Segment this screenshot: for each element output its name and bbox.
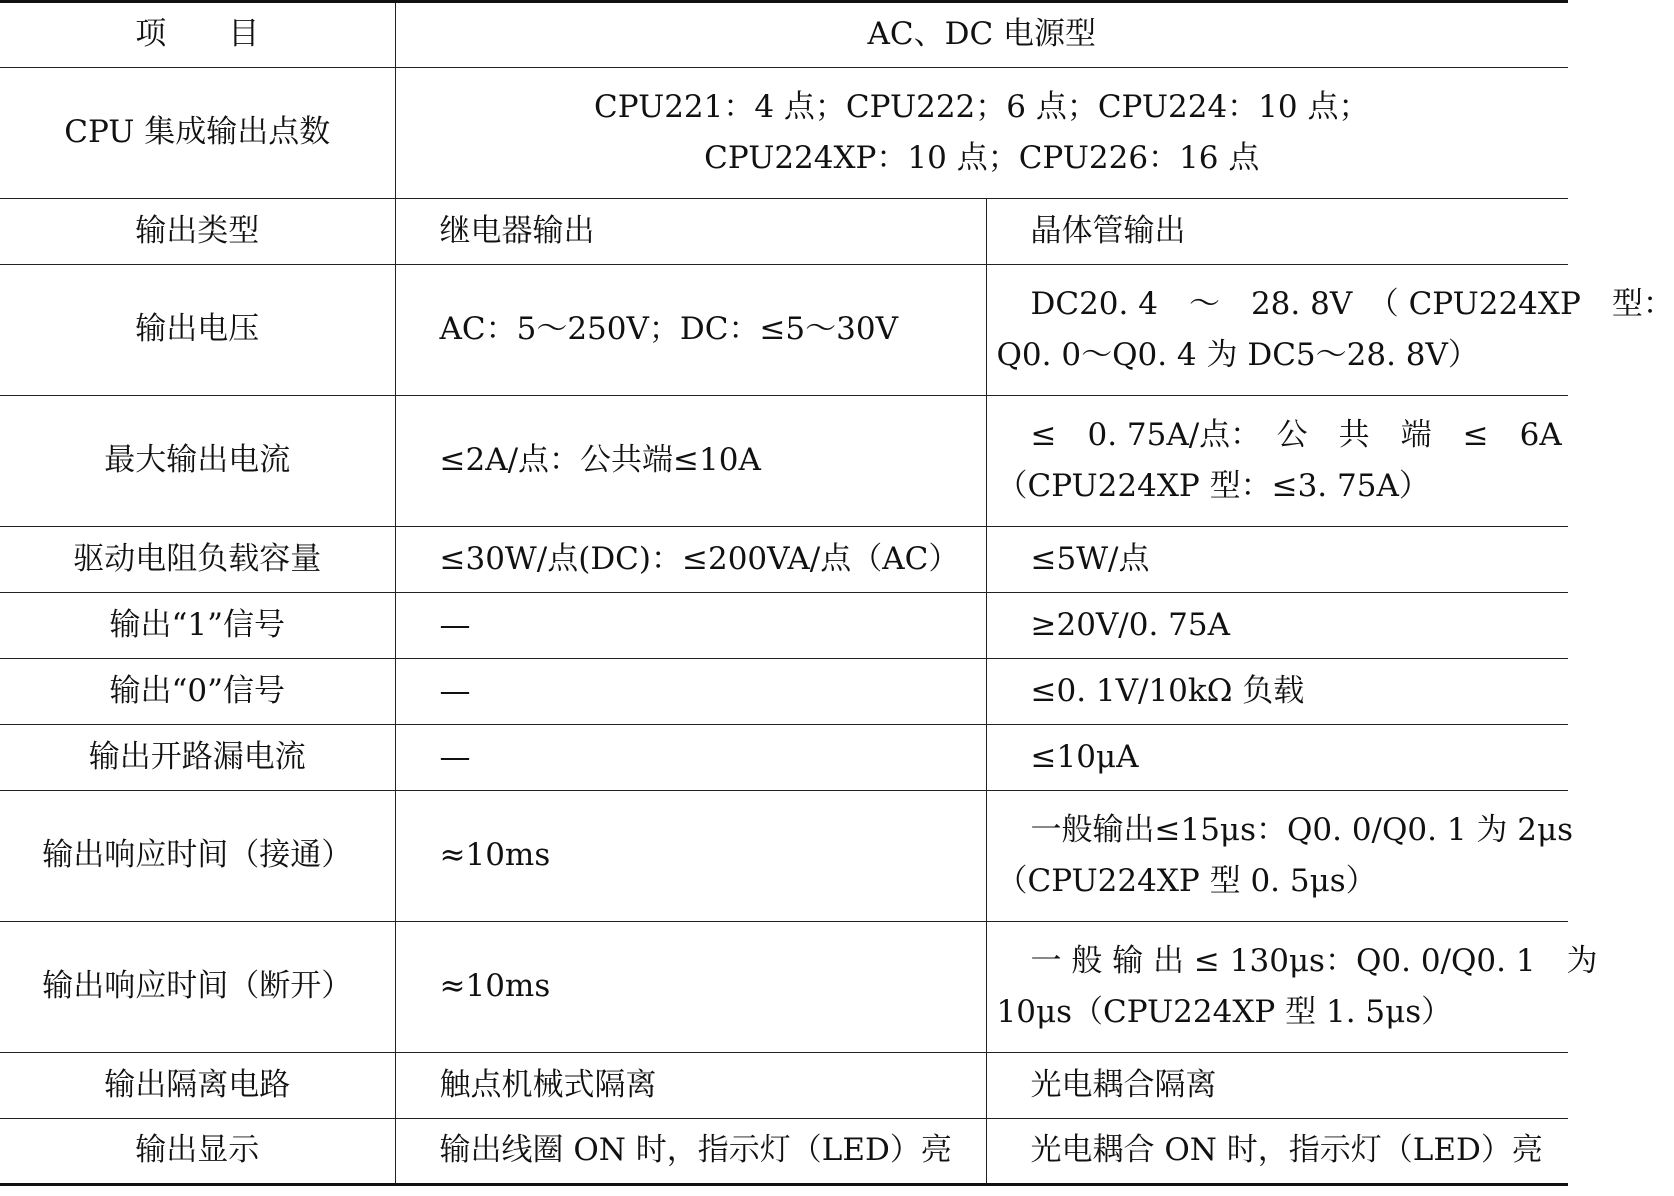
relay-value-cell	[395, 791, 986, 922]
signal-1-label: 输出“1”信号	[109, 606, 285, 643]
transistor-value: 光电耦合 ON 时，指示灯（LED）亮	[1030, 1132, 1543, 1169]
transistor-value-cell	[986, 659, 1568, 725]
signal-0-label: 输出“0”信号	[109, 672, 285, 709]
transistor-value-line-2: Q0. 0～Q0. 4 为 DC5～28. 8V）	[996, 337, 1479, 373]
isolation-label: 输出隔离电路	[104, 1066, 291, 1103]
transistor-value: ≤5W/点	[1030, 540, 1150, 577]
table-row-output-type	[0, 199, 1568, 265]
transistor-value-line-1: 一般输出≤15μs：Q0. 0/Q0. 1 为 2μs	[1030, 811, 1574, 848]
transistor-value: 光电耦合隔离	[1030, 1066, 1217, 1103]
relay-value-cell	[395, 922, 986, 1053]
response-off-label: 输出响应时间（断开）	[42, 968, 353, 1005]
transistor-value-cell	[986, 396, 1568, 527]
relay-value-cell	[395, 527, 986, 593]
table-row-max-current	[0, 396, 1568, 527]
transistor-value-cell	[986, 1053, 1568, 1119]
transistor-value-line-2: （CPU224XP 型 0. 5μs）	[996, 863, 1377, 899]
display-label: 输出显示	[135, 1132, 260, 1169]
transistor-value: ≥20V/0. 75A	[1030, 606, 1231, 643]
header-type-label: AC、DC 电源型	[867, 16, 1097, 53]
transistor-value-cell	[986, 922, 1598, 1053]
relay-value: 继电器输出	[439, 212, 595, 249]
row-label	[0, 527, 395, 593]
table-row-output-voltage	[0, 265, 1568, 396]
relay-value-cell	[395, 725, 986, 791]
table-row-leakage-current	[0, 725, 1568, 791]
table-row-isolation	[0, 1053, 1568, 1119]
table-row-load-capacity	[0, 527, 1568, 593]
row-label	[0, 1053, 395, 1119]
max-current-label: 最大输出电流	[104, 442, 291, 479]
row-label	[0, 725, 395, 791]
relay-value: AC：5～250V；DC：≤5～30V	[439, 311, 898, 348]
relay-value: ≤30W/点(DC)：≤200VA/点（AC）	[439, 540, 960, 577]
cpu-points-label: CPU 集成输出点数	[64, 114, 331, 151]
table-row-display	[0, 1119, 1568, 1185]
response-on-label: 输出响应时间（接通）	[42, 837, 353, 874]
relay-value: ≤2A/点：公共端≤10A	[439, 442, 761, 479]
header-item-cell	[0, 2, 395, 68]
header-item-label: 项 目	[135, 16, 260, 53]
transistor-value-cell	[986, 527, 1568, 593]
relay-value: —	[439, 606, 471, 643]
transistor-value-cell	[986, 725, 1568, 791]
relay-value-cell	[395, 199, 986, 265]
transistor-value-cell	[986, 199, 1568, 265]
transistor-value-cell	[986, 265, 1674, 396]
relay-value: —	[439, 672, 471, 709]
relay-value: 触点机械式隔离	[439, 1066, 657, 1103]
relay-value: ≈10ms	[439, 968, 551, 1005]
output-voltage-label: 输出电压	[135, 311, 260, 348]
transistor-value-line-2: 10μs（CPU224XP 型 1. 5μs）	[996, 994, 1453, 1030]
table-row-signal-1	[0, 593, 1568, 659]
row-label	[0, 68, 395, 199]
relay-value-cell	[395, 1053, 986, 1119]
row-label	[0, 593, 395, 659]
relay-value: 输出线圈 ON 时，指示灯（LED）亮	[439, 1132, 952, 1169]
row-label	[0, 199, 395, 265]
leakage-current-label: 输出开路漏电流	[88, 738, 306, 775]
relay-value: —	[439, 738, 471, 775]
relay-value-cell	[395, 265, 986, 396]
table-row-signal-0	[0, 659, 1568, 725]
transistor-value-cell	[986, 593, 1568, 659]
table-row-response-off	[0, 922, 1568, 1053]
transistor-value-cell	[986, 1119, 1568, 1185]
transistor-value-line-1: DC20. 4 ～ 28. 8V （ CPU224XP 型：	[1030, 285, 1674, 322]
table-row-cpu-points	[0, 68, 1568, 199]
row-label	[0, 922, 395, 1053]
transistor-value: ≤0. 1V/10kΩ 负载	[1030, 672, 1305, 709]
row-label	[0, 1119, 395, 1185]
transistor-value-line-2: （CPU224XP 型：≤3. 75A）	[996, 468, 1430, 504]
transistor-value-cell	[986, 791, 1574, 922]
transistor-value: 晶体管输出	[1030, 212, 1186, 249]
row-label	[0, 265, 395, 396]
table-row-response-on	[0, 791, 1568, 922]
row-label	[0, 396, 395, 527]
table-header-row	[0, 2, 1568, 68]
transistor-value: ≤10μA	[1030, 738, 1139, 775]
row-label	[0, 791, 395, 922]
transistor-value-line-1: ≤ 0. 75A/点： 公 共 端 ≤ 6A	[1030, 416, 1562, 453]
transistor-value-line-1: 一 般 输 出 ≤ 130μs：Q0. 0/Q0. 1 为	[1030, 942, 1598, 979]
cpu-points-line-1: CPU221：4 点；CPU222；6 点；CPU224：10 点；	[594, 88, 1370, 125]
cpu-points-line-2: CPU224XP：10 点；CPU226：16 点	[704, 140, 1260, 176]
relay-value-cell	[395, 593, 986, 659]
output-type-label: 输出类型	[135, 212, 260, 249]
relay-value-cell	[395, 1119, 986, 1185]
row-label	[0, 659, 395, 725]
cpu-points-value-cell	[395, 68, 1568, 199]
relay-value: ≈10ms	[439, 837, 551, 874]
relay-value-cell	[395, 396, 986, 527]
header-type-cell	[395, 2, 1568, 68]
relay-value-cell	[395, 659, 986, 725]
load-capacity-label: 驱动电阻负载容量	[73, 540, 322, 577]
